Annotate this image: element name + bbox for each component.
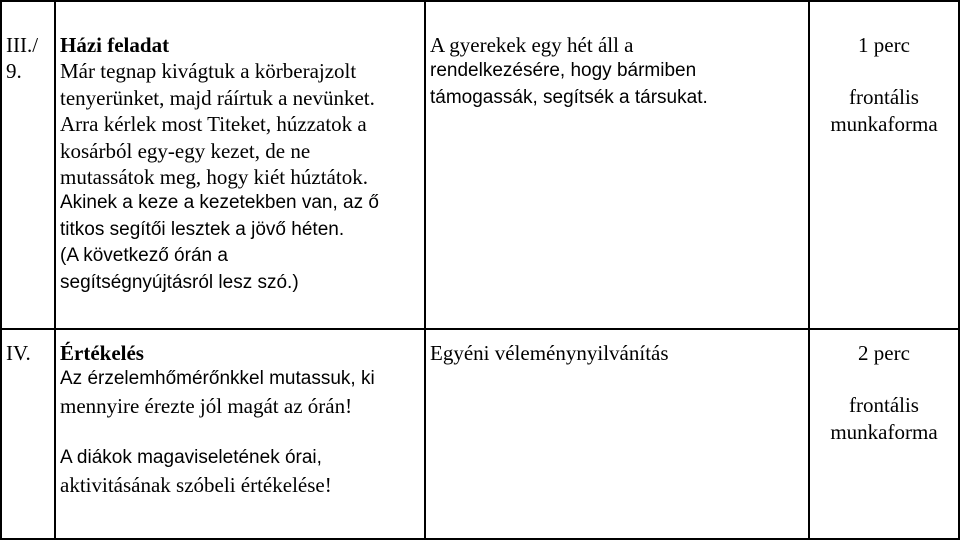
row-number: III./ <box>6 33 39 57</box>
activity-text-line: Az érzelemhőmérőnkkel mutassuk, ki <box>60 368 375 390</box>
activity-text-line: aktivitásának szóbeli értékelése! <box>60 472 332 497</box>
time-form-cell <box>809 1 959 329</box>
row-number: IV. <box>6 341 31 365</box>
row-number: 9. <box>6 59 22 84</box>
goal-cell <box>425 329 809 539</box>
time-label: 2 perc <box>858 341 910 365</box>
goal-text-line: Egyéni véleménynyilvánítás <box>430 341 669 365</box>
activity-text-line: Már tegnap kivágtuk a körberajzolt <box>60 59 357 84</box>
activity-title: Értékelés <box>60 341 144 365</box>
activity-text-line: (A következő órán a <box>60 245 228 267</box>
goal-text-line: A gyerekek egy hét áll a <box>430 33 634 57</box>
form-label: frontális <box>849 393 919 418</box>
row-number-cell <box>1 329 55 539</box>
activity-cell <box>55 329 425 539</box>
activity-text-line: Arra kérlek most Titeket, húzzatok a <box>60 112 367 137</box>
activity-text-line: kosárból egy-egy kezet, de ne <box>60 138 311 163</box>
activity-text-line: Akinek a keze a kezetekben van, az ő <box>60 192 379 214</box>
goal-cell <box>425 1 809 329</box>
activity-text-line: segítségnyújtásról lesz szó.) <box>60 271 299 293</box>
row-number-cell <box>1 1 55 329</box>
activity-text-line: tenyerünket, majd ráírtuk a nevünket. <box>60 85 375 110</box>
table-row <box>1 329 959 539</box>
form-label: munkaforma <box>830 419 938 444</box>
time-label: 1 perc <box>858 33 910 57</box>
activity-text-line: titkos segítői lesztek a jövő héten. <box>60 218 345 240</box>
activity-cell <box>55 1 425 329</box>
activity-title: Házi feladat <box>60 33 170 57</box>
goal-text-line: rendelkezésére, hogy bármiben <box>430 60 697 82</box>
activity-text-line: A diákok magaviseletének órai, <box>60 447 322 469</box>
activity-text-line: mennyire érezte jól magát az órán! <box>60 393 353 418</box>
table-row <box>1 1 959 329</box>
activity-text-line: mutassátok meg, hogy kiét húztátok. <box>60 165 368 190</box>
form-label: frontális <box>849 85 919 110</box>
form-label: munkaforma <box>830 111 938 136</box>
goal-text-line: támogassák, segítsék a társukat. <box>430 86 708 108</box>
time-form-cell <box>809 329 959 539</box>
